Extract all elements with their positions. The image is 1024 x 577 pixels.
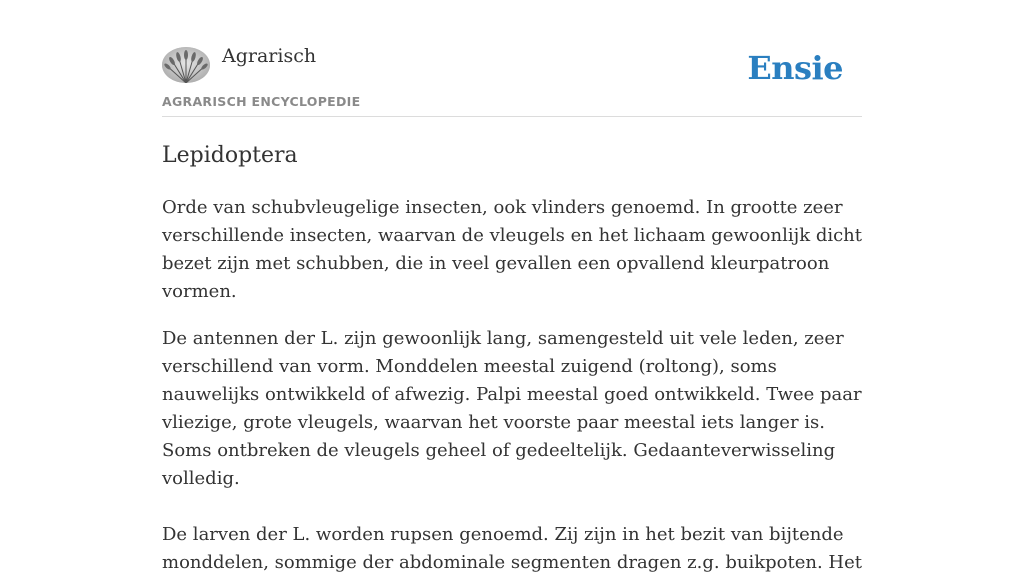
source-header — [162, 0, 862, 117]
article-paragraph: De larven der L. worden rupsen genoemd. Zij zijn in het bezit van bijtende monddelen, sommige der abdominale segmenten dragen z.g. buikpoten. Het — [162, 524, 862, 573]
wheat-sheaf-icon-graphic — [162, 47, 210, 83]
wheat-sheaf-icon[interactable] — [162, 47, 210, 83]
ensie-logo-link[interactable]: Ensie — [747, 49, 843, 87]
article-paragraph: Orde van schubvleugelige insecten, ook vlinders genoemd. In grootte zeer verschillende insecten, waarvan de vleugels en het lichaam gewoonlijk dicht bezet zijn met schubben, die in veel gevallen een opvallend kleurpatroon vormen. — [162, 197, 863, 302]
article-body — [162, 194, 862, 577]
article-paragraph: De antennen der L. zijn gewoonlijk lang, samengesteld uit vele leden, zeer verschillend van vorm. Monddelen meestal zuigend (roltong), soms nauwelijks ontwikkeld of afwezig. Palpi meestal goed ontwikkeld. Twee paar vliezige, grote vleugels, waarvan het voorste paar meestal iets langer is. Soms ontbreken de vleugels geheel of gedeeltelijk. Gedaanteverwisseling volledig. — [162, 328, 862, 489]
page-title: Lepidoptera — [162, 143, 298, 168]
source-caption: AGRARISCH ENCYCLOPEDIE — [162, 94, 361, 109]
source-name[interactable]: Agrarisch — [222, 45, 317, 67]
page — [162, 0, 862, 577]
